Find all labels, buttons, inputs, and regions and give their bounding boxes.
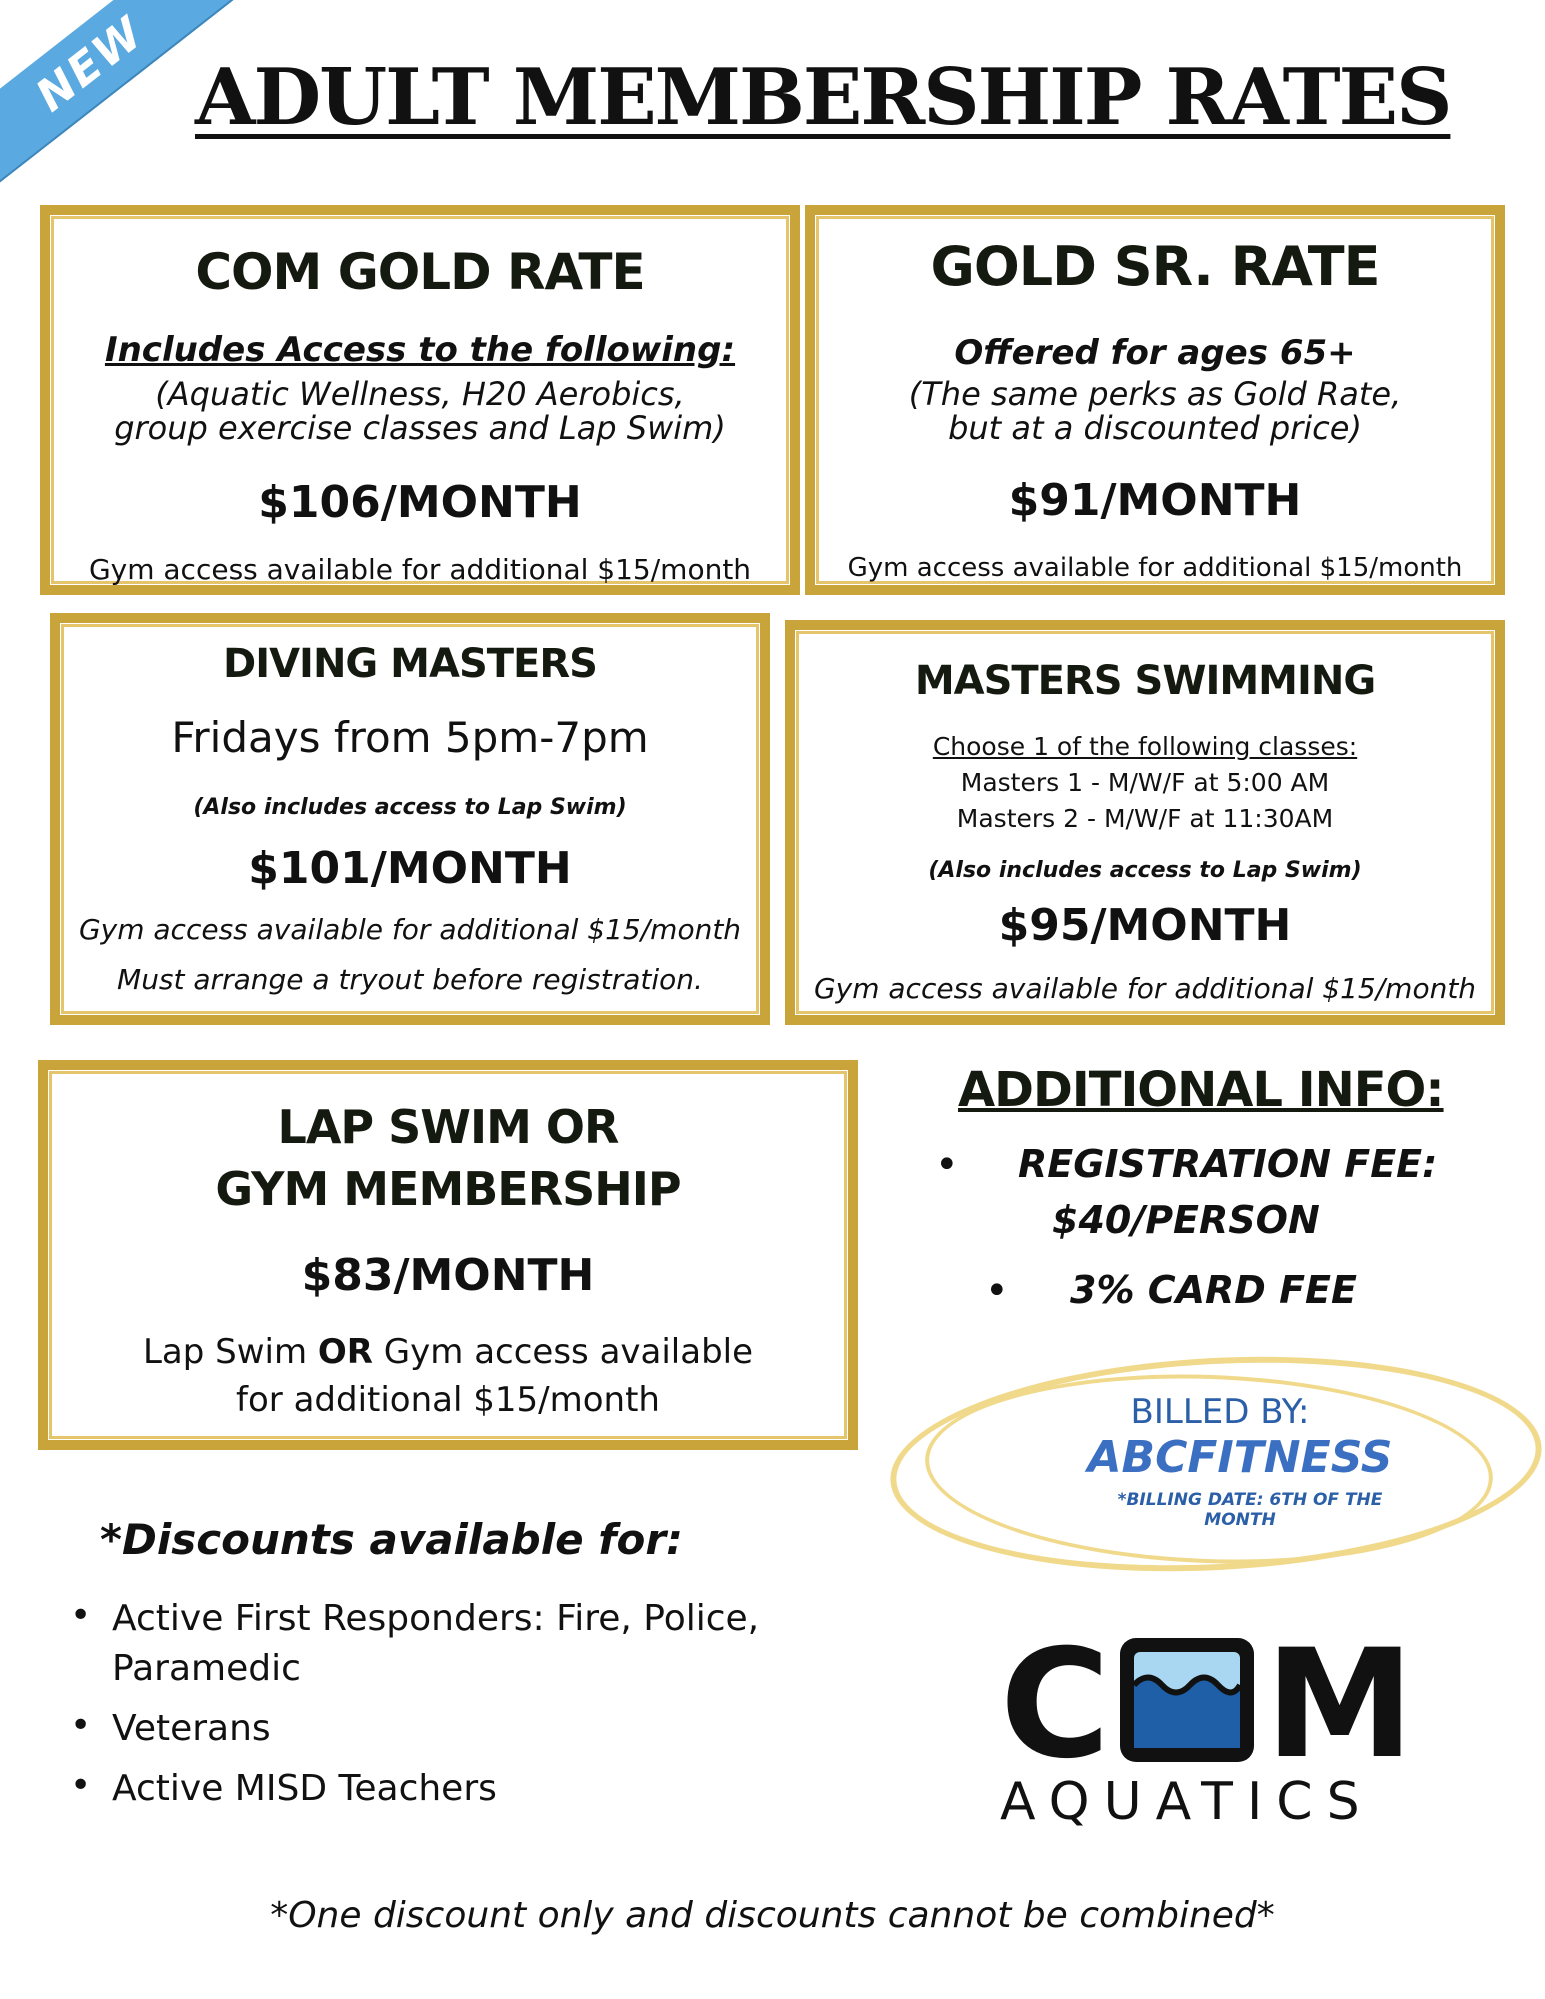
page-title: ADULT MEMBERSHIP RATES	[195, 52, 1451, 143]
com-gold-price: $106/MONTH	[258, 477, 582, 528]
discount-bullet-2: •	[70, 1705, 92, 1746]
lap-swim-line-1-pre: Lap Swim	[142, 1332, 318, 1372]
billed-by-label: BILLED BY:	[1130, 1392, 1310, 1432]
logo-letter-c: C	[1000, 1618, 1111, 1792]
diving-tryout-note: Must arrange a tryout before registration.	[117, 963, 703, 996]
additional-bullet-1: •	[935, 1142, 959, 1188]
com-gold-gym-note: Gym access available for additional $15/month	[88, 553, 752, 586]
discount-item-1-cont: Paramedic	[112, 1648, 301, 1689]
diving-schedule: Fridays from 5pm-7pm	[171, 713, 649, 762]
discount-bullet-1: •	[70, 1595, 92, 1636]
gold-sr-desc-2: but at a discounted price)	[948, 409, 1362, 447]
new-ribbon-label: NEW	[26, 6, 154, 122]
masters-swimming-box	[785, 620, 1505, 1025]
masters-choose: Choose 1 of the following classes:	[932, 732, 1358, 761]
lap-swim-line-1-or: OR	[317, 1332, 373, 1372]
billing-company: ABCFITNESS	[1087, 1432, 1393, 1483]
masters-price: $95/MONTH	[998, 900, 1292, 951]
gold-sr-price: $91/MONTH	[1008, 475, 1302, 526]
com-gold-desc-2: group exercise classes and Lap Swim)	[114, 409, 726, 447]
diving-title: DIVING MASTERS	[223, 641, 597, 687]
masters-class-2: Masters 2 - M/W/F at 11:30AM	[956, 804, 1334, 833]
logo-water-icon	[1112, 1630, 1262, 1770]
discount-item-3: Active MISD Teachers	[112, 1768, 497, 1809]
logo-letter-m: M	[1265, 1618, 1415, 1792]
gold-sr-gym-note: Gym access available for additional $15/month	[847, 553, 1463, 583]
lap-swim-box	[38, 1060, 858, 1450]
discount-bullet-3: •	[70, 1765, 92, 1806]
discount-footer: *One discount only and discounts cannot be combined*	[270, 1895, 1275, 1936]
gold-sr-title: GOLD SR. RATE	[930, 235, 1380, 298]
lap-swim-line-1	[48, 1332, 848, 1372]
discount-item-2: Veterans	[112, 1708, 271, 1749]
com-gold-box	[40, 205, 800, 595]
lap-swim-title-2: GYM MEMBERSHIP	[215, 1162, 681, 1216]
com-gold-subtitle: Includes Access to the following:	[104, 330, 736, 370]
com-gold-title: COM GOLD RATE	[195, 243, 645, 301]
diving-price: $101/MONTH	[248, 843, 572, 894]
masters-title: MASTERS SWIMMING	[914, 658, 1376, 704]
masters-class-1: Masters 1 - M/W/F at 5:00 AM	[960, 768, 1330, 797]
lap-swim-line-1-post: Gym access available	[372, 1332, 754, 1372]
gold-sr-box	[805, 205, 1505, 595]
diving-masters-box	[50, 613, 770, 1025]
additional-info-title: ADDITIONAL INFO:	[958, 1062, 1444, 1118]
discounts-title: *Discounts available for:	[100, 1515, 683, 1564]
billing-date-1: *BILLING DATE: 6TH OF THE	[1117, 1490, 1383, 1510]
logo-wordmark: AQUATICS	[1000, 1772, 1374, 1832]
gold-sr-subtitle: Offered for ages 65+	[954, 333, 1356, 373]
masters-gym-note: Gym access available for additional $15/month	[813, 972, 1477, 1005]
com-gold-desc-1: (Aquatic Wellness, H20 Aerobics,	[155, 375, 685, 413]
lap-swim-line-2: for additional $15/month	[236, 1380, 660, 1420]
additional-bullet-2: •	[985, 1268, 1009, 1314]
masters-includes: (Also includes access to Lap Swim)	[928, 858, 1362, 883]
diving-includes: (Also includes access to Lap Swim)	[193, 795, 627, 820]
lap-swim-price: $83/MONTH	[301, 1250, 595, 1301]
diving-gym-note: Gym access available for additional $15/month	[78, 913, 742, 946]
additional-item-2: 3% CARD FEE	[1070, 1268, 1357, 1312]
discount-item-1: Active First Responders: Fire, Police,	[112, 1598, 760, 1639]
additional-item-1-line-2: $40/PERSON	[1052, 1198, 1320, 1242]
billing-date-2: MONTH	[1204, 1510, 1276, 1530]
lap-swim-title-1: LAP SWIM OR	[277, 1100, 619, 1154]
com-aquatics-logo	[1000, 1618, 1420, 1832]
gold-sr-desc-1: (The same perks as Gold Rate,	[908, 375, 1402, 413]
additional-item-1-line-1: REGISTRATION FEE:	[1018, 1142, 1438, 1186]
